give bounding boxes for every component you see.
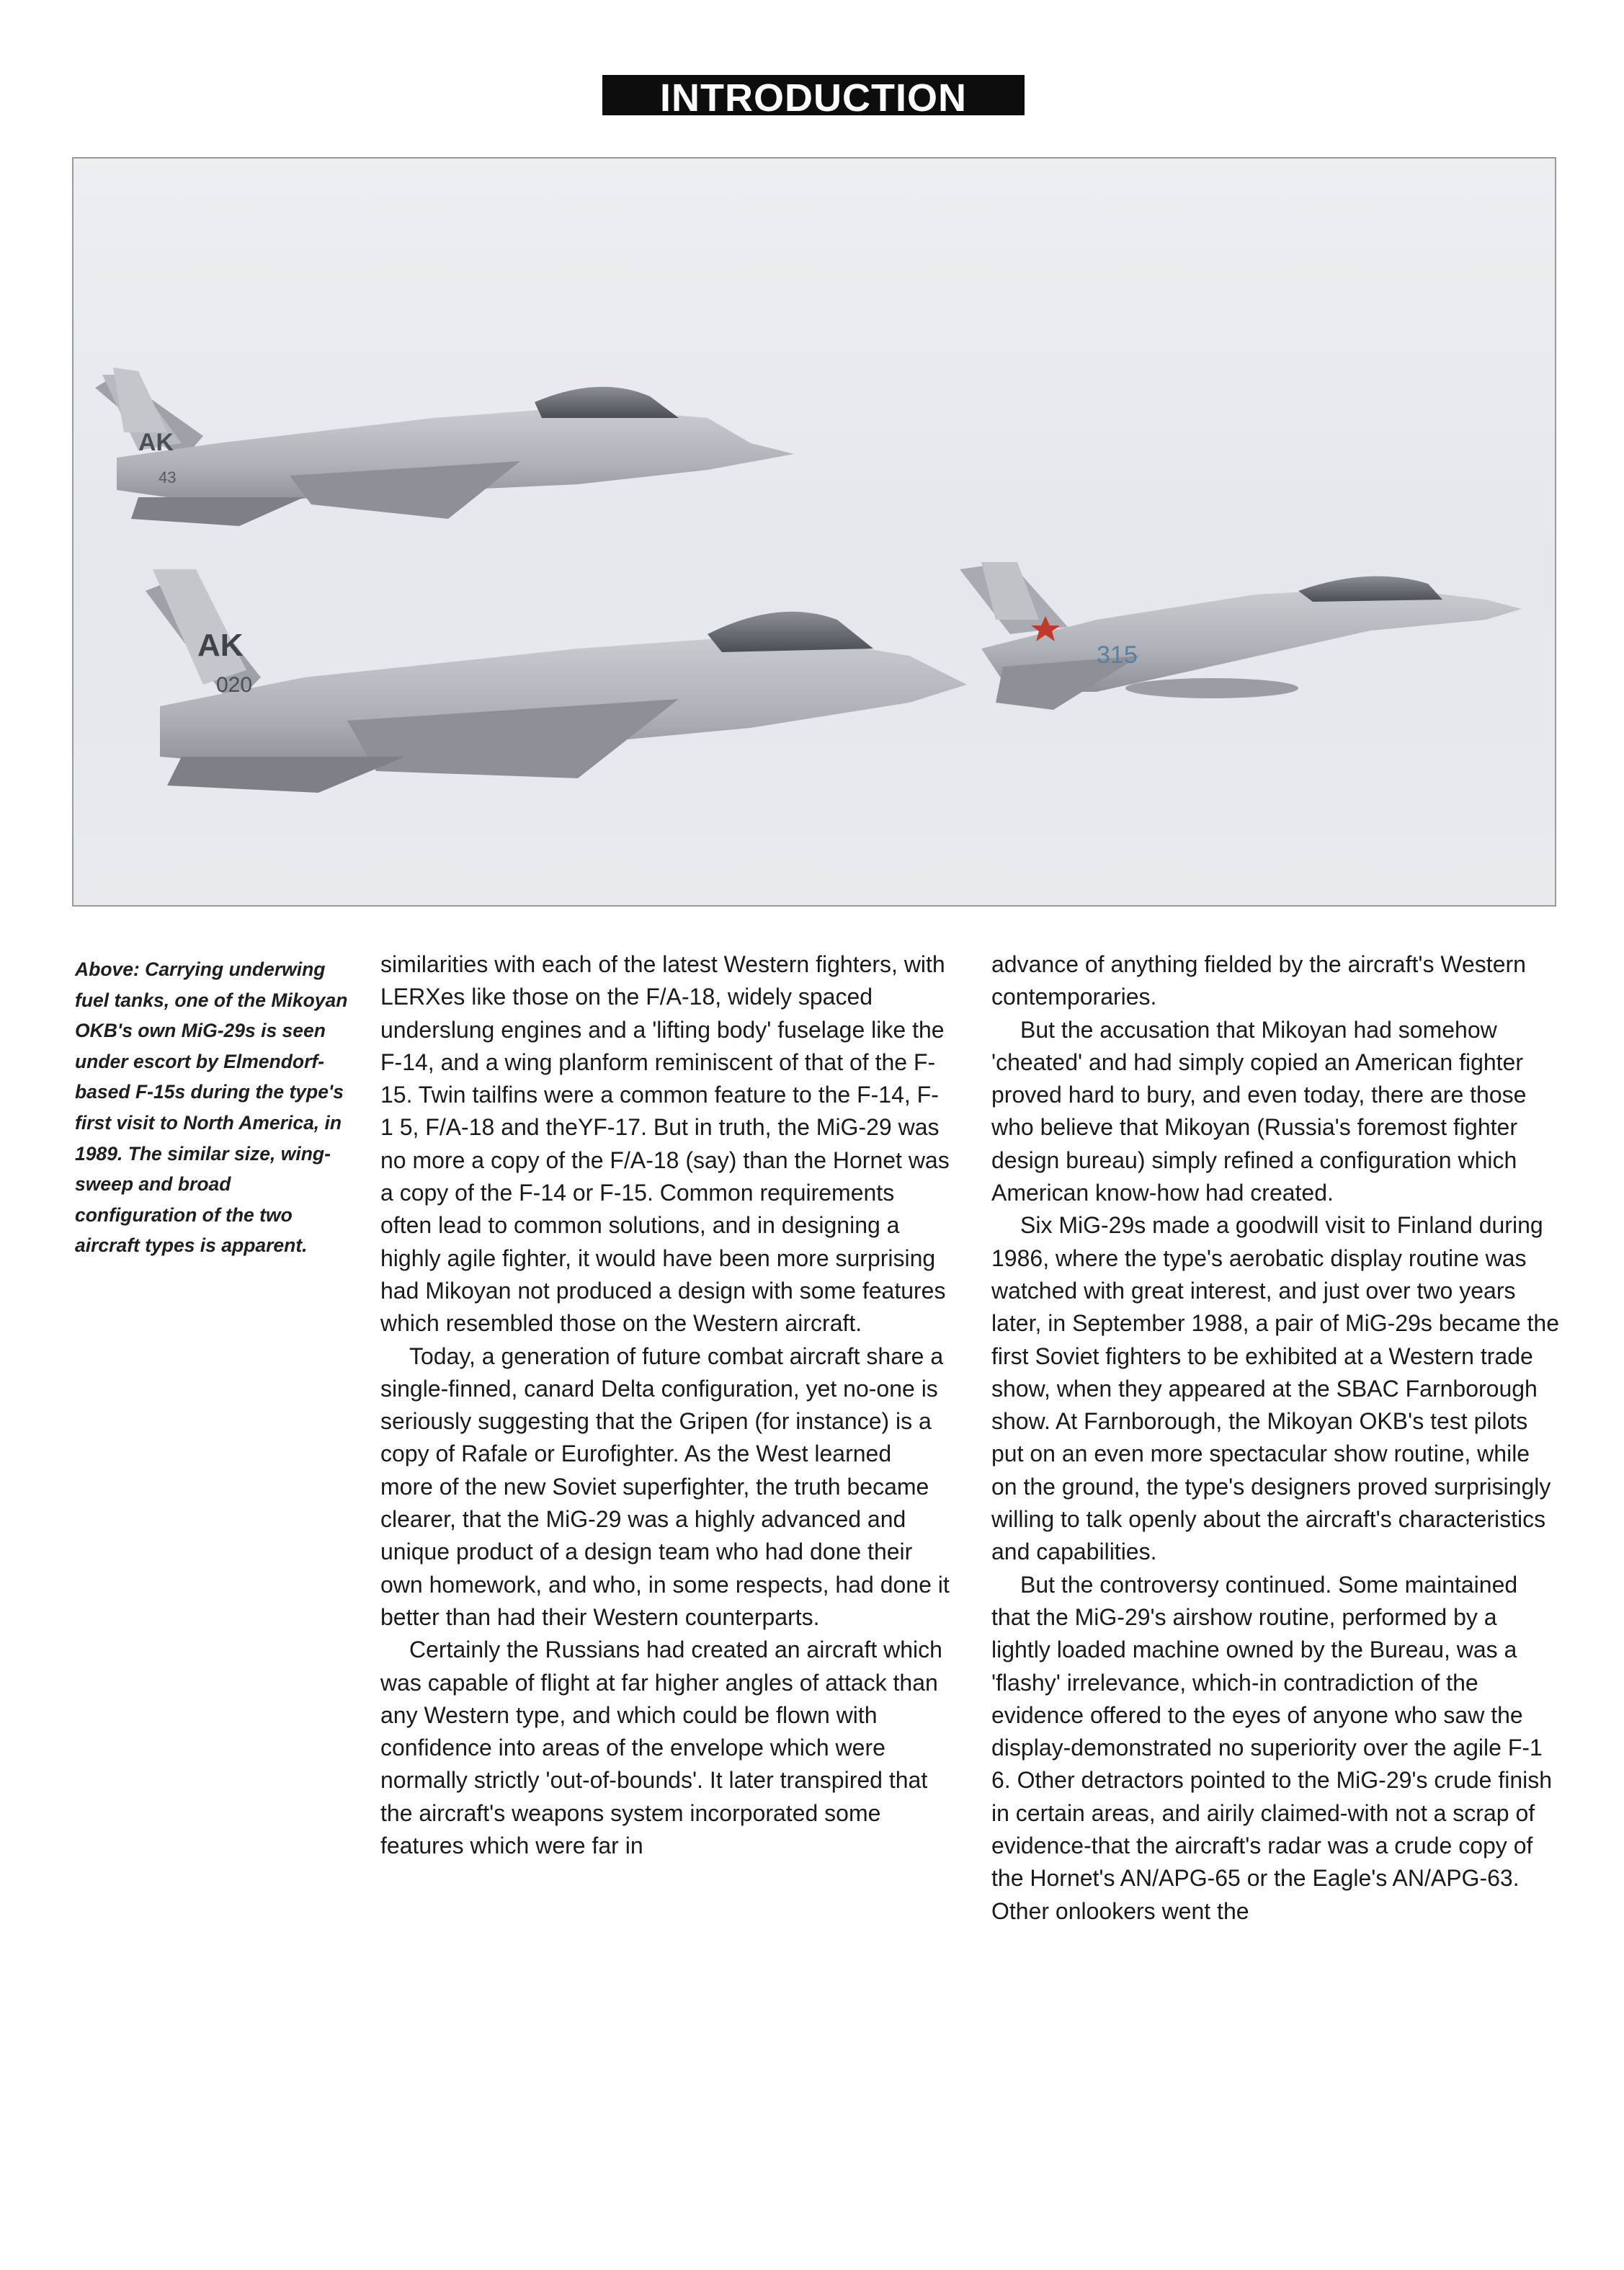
page-title: INTRODUCTION	[602, 75, 1025, 115]
aircraft-photo	[72, 157, 1556, 907]
tail-code-upper: AK	[138, 429, 174, 456]
paragraph: But the controversy continued. Some maintained that the MiG-29's airshow routine, performed by a lightly loaded machine owned by the Bureau, was a 'flashy' irrelevance, which-in contradiction of the evidence offered to the eyes of anyone who saw the display-demonstrated no superiority over the agile F-1 6. Other detractors pointed to the MiG-29's crude finish in certain areas, and airily claimed-with not a scrap of evidence-that the aircraft's radar was a crude copy of the Hornet's AN/APG-65 or the Eagle's AN/APG-63. Other onlookers went the	[991, 1571, 1553, 1924]
tail-code-lower: AK	[197, 628, 244, 663]
photo-caption	[75, 954, 349, 1261]
f15-lower	[146, 569, 967, 793]
paragraph: Today, a generation of future combat aircraft share a single-finned, canard Delta configuration, yet no-one is seriously suggesting that the Gripen (for instance) is a copy of Rafale or Eurofighter. As the West learned more of the new Soviet superfighter, the truth became clearer, that the MiG-29 was a highly advanced and unique product of a design team who had done their own homework, and who, in some respects, had done it better than had their Western counterparts.	[380, 1343, 950, 1630]
text-column-2	[991, 948, 1561, 1928]
serial-upper: 43	[159, 468, 177, 486]
paragraph: Six MiG-29s made a goodwill visit to Finland during 1986, where the type's aerobatic display routine was watched with great interest, and just over two years later, in September 1988, a pair of MiG-29s became the first Soviet fighters to be exhibited at a Western trade show, when they appeared at the SBAC Farnborough show. At Farnborough, the Mikoyan OKB's test pilots put on an even more spectacular show routine, while on the ground, the type's designers proved surprisingly willing to talk openly about the aircraft's characteristics and capabilities.	[991, 1212, 1559, 1565]
mig29	[960, 562, 1522, 710]
caption-text: Above: Carrying underwing fuel tanks, one of the Mikoyan OKB's own MiG-29s is seen under escort by Elmendorf-based F-15s during the type's first visit to North America, in 1989. The similar size, wing-sweep and broad configuration of the two aircraft types is apparent.	[75, 958, 348, 1257]
paragraph: Certainly the Russians had created an aircraft which was capable of flight at far higher angles of attack than any Western type, and which could be flown with confidence into areas of the envelope which were normally strictly 'out-of-bounds'. It later transpired that the aircraft's weapons system incorporated some features which were far in	[380, 1637, 942, 1859]
f15-upper	[95, 368, 794, 526]
serial-lower: 020	[216, 673, 253, 697]
paragraph: similarities with each of the latest Western fighters, with LERXes like those on the F/A-18, widely spaced underslung engines and a 'lifting body' fuselage like the F-14, and a wing planform reminiscent of that of the F-15. Twin tailfins were a common feature to the F-14, F-1 5, F/A-18 and theYF-17. But in truth, the MiG-29 was no more a copy of the F/A-18 (say) than the Hornet was a copy of the F-14 or F-15. Common requirements often lead to common solutions, and in designing a highly agile fighter, it would have been more surprising had Mikoyan not produced a design with some features which resembled those on the Western aircraft.	[380, 951, 950, 1337]
paragraph: But the accusation that Mikoyan had somehow 'cheated' and had simply copied an American fighter proved hard to bury, and even today, there are those who believe that Mikoyan (Russia's foremost fighter design bureau) simply refined a configuration which American know-how had created.	[991, 1016, 1527, 1206]
mig-number: 315	[1097, 641, 1138, 669]
text-column-1	[380, 948, 950, 1862]
paragraph: advance of anything fielded by the aircraft's Western contemporaries.	[991, 951, 1526, 1010]
